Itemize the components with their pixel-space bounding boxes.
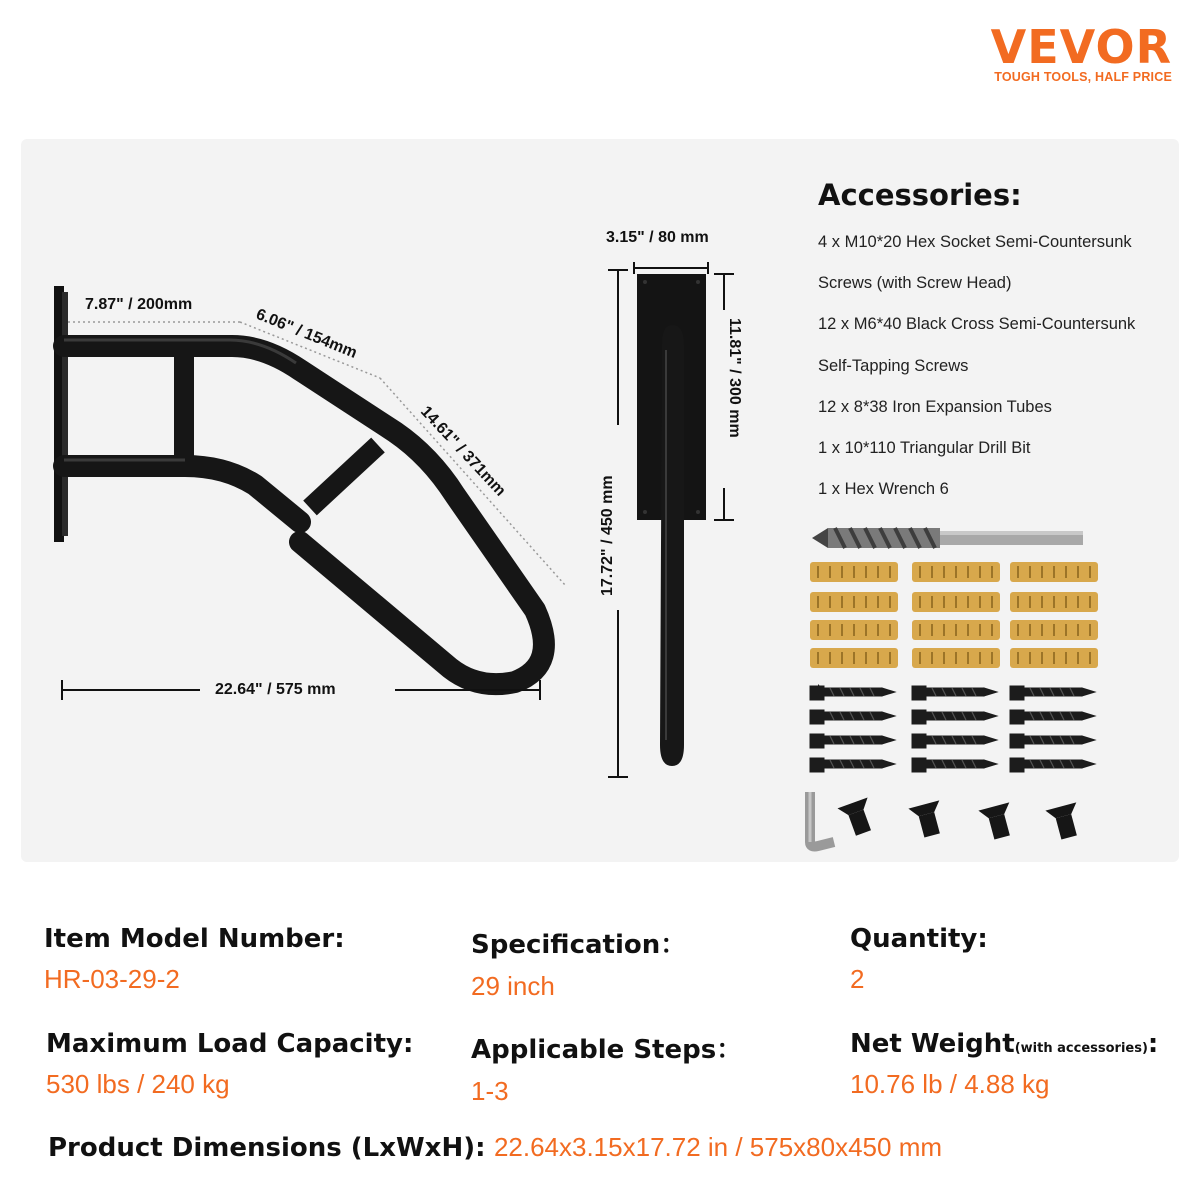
- spec-weight: [850, 1029, 1158, 1100]
- accessories-title: Accessories:: [818, 178, 1022, 212]
- spec-model-value: HR-03-29-2: [44, 964, 180, 994]
- spec-load-value: 530 lbs / 240 kg: [46, 1069, 230, 1099]
- dim-top-straight: 7.87" / 200mm: [85, 296, 193, 313]
- front-rail-tube: [660, 325, 684, 766]
- hex-socket-screw-icon: [837, 797, 1084, 841]
- accessory-item: 12 x 8*38 Iron Expansion Tubes: [818, 397, 1052, 416]
- dim-plate-width: 3.15" / 80 mm: [606, 229, 709, 246]
- spec-load: [46, 1029, 413, 1100]
- dim-plate-height: 11.81" / 300 mm: [726, 318, 743, 438]
- accessories-list: [818, 228, 1135, 516]
- spec-quantity-label: Quantity:: [850, 924, 988, 954]
- drill-bit-icon: [812, 528, 1083, 548]
- accessory-item: 4 x M10*20 Hex Socket Semi-Countersunk: [818, 233, 1132, 251]
- spec-steps-label: Applicable Steps：: [471, 1035, 743, 1065]
- spec-quantity: [850, 924, 988, 995]
- screw-icon: [810, 684, 1095, 772]
- spec-specification-value: 29 inch: [471, 971, 555, 1001]
- lower-rail-tube: [64, 466, 300, 522]
- spec-quantity-value: 2: [850, 964, 865, 994]
- hex-wrench-icon: [810, 792, 834, 847]
- dim-diagonal: 14.61" / 371mm: [417, 403, 509, 500]
- accessory-item: 12 x M6*40 Black Cross Semi-Countersunk: [818, 315, 1136, 334]
- spec-dimensions-label: Product Dimensions (LxWxH):: [48, 1133, 486, 1163]
- accessory-item: 1 x 10*110 Triangular Drill Bit: [818, 438, 1031, 457]
- side-view-handrail: [54, 286, 565, 700]
- spec-weight-value: 10.76 lb / 4.88 kg: [850, 1069, 1050, 1099]
- diagonal-brace: [310, 445, 378, 508]
- accessory-item: Self-Tapping Screws: [818, 356, 969, 375]
- spec-specification-label: Specification：: [471, 930, 687, 960]
- spec-steps-value: 1-3: [471, 1076, 509, 1106]
- spec-model-label: Item Model Number:: [44, 924, 345, 954]
- front-view-handrail: [608, 262, 734, 777]
- spec-load-label: Maximum Load Capacity:: [46, 1029, 414, 1059]
- brand-name: VEVOR: [990, 20, 1172, 74]
- accessory-item: Screws (with Screw Head): [818, 274, 1012, 293]
- spec-steps: [471, 1029, 742, 1107]
- spec-weight-label: Net Weight(with accessories):: [850, 1029, 1159, 1059]
- dim-overall-height: 17.72" / 450 mm: [599, 475, 616, 596]
- accessory-item: 1 x Hex Wrench 6: [818, 480, 949, 499]
- spec-dimensions-value: 22.64x3.15x17.72 in / 575x80x450 mm: [493, 1132, 943, 1162]
- spec-specification: [471, 924, 686, 1002]
- dim-mid-segment: 6.06" / 154mm: [253, 305, 360, 362]
- spec-dimensions: [48, 1132, 942, 1163]
- spec-model: [44, 924, 345, 995]
- dim-overall-length: 22.64" / 575 mm: [215, 681, 336, 698]
- brand-tagline: TOUGH TOOLS, HALF PRICE: [994, 70, 1172, 84]
